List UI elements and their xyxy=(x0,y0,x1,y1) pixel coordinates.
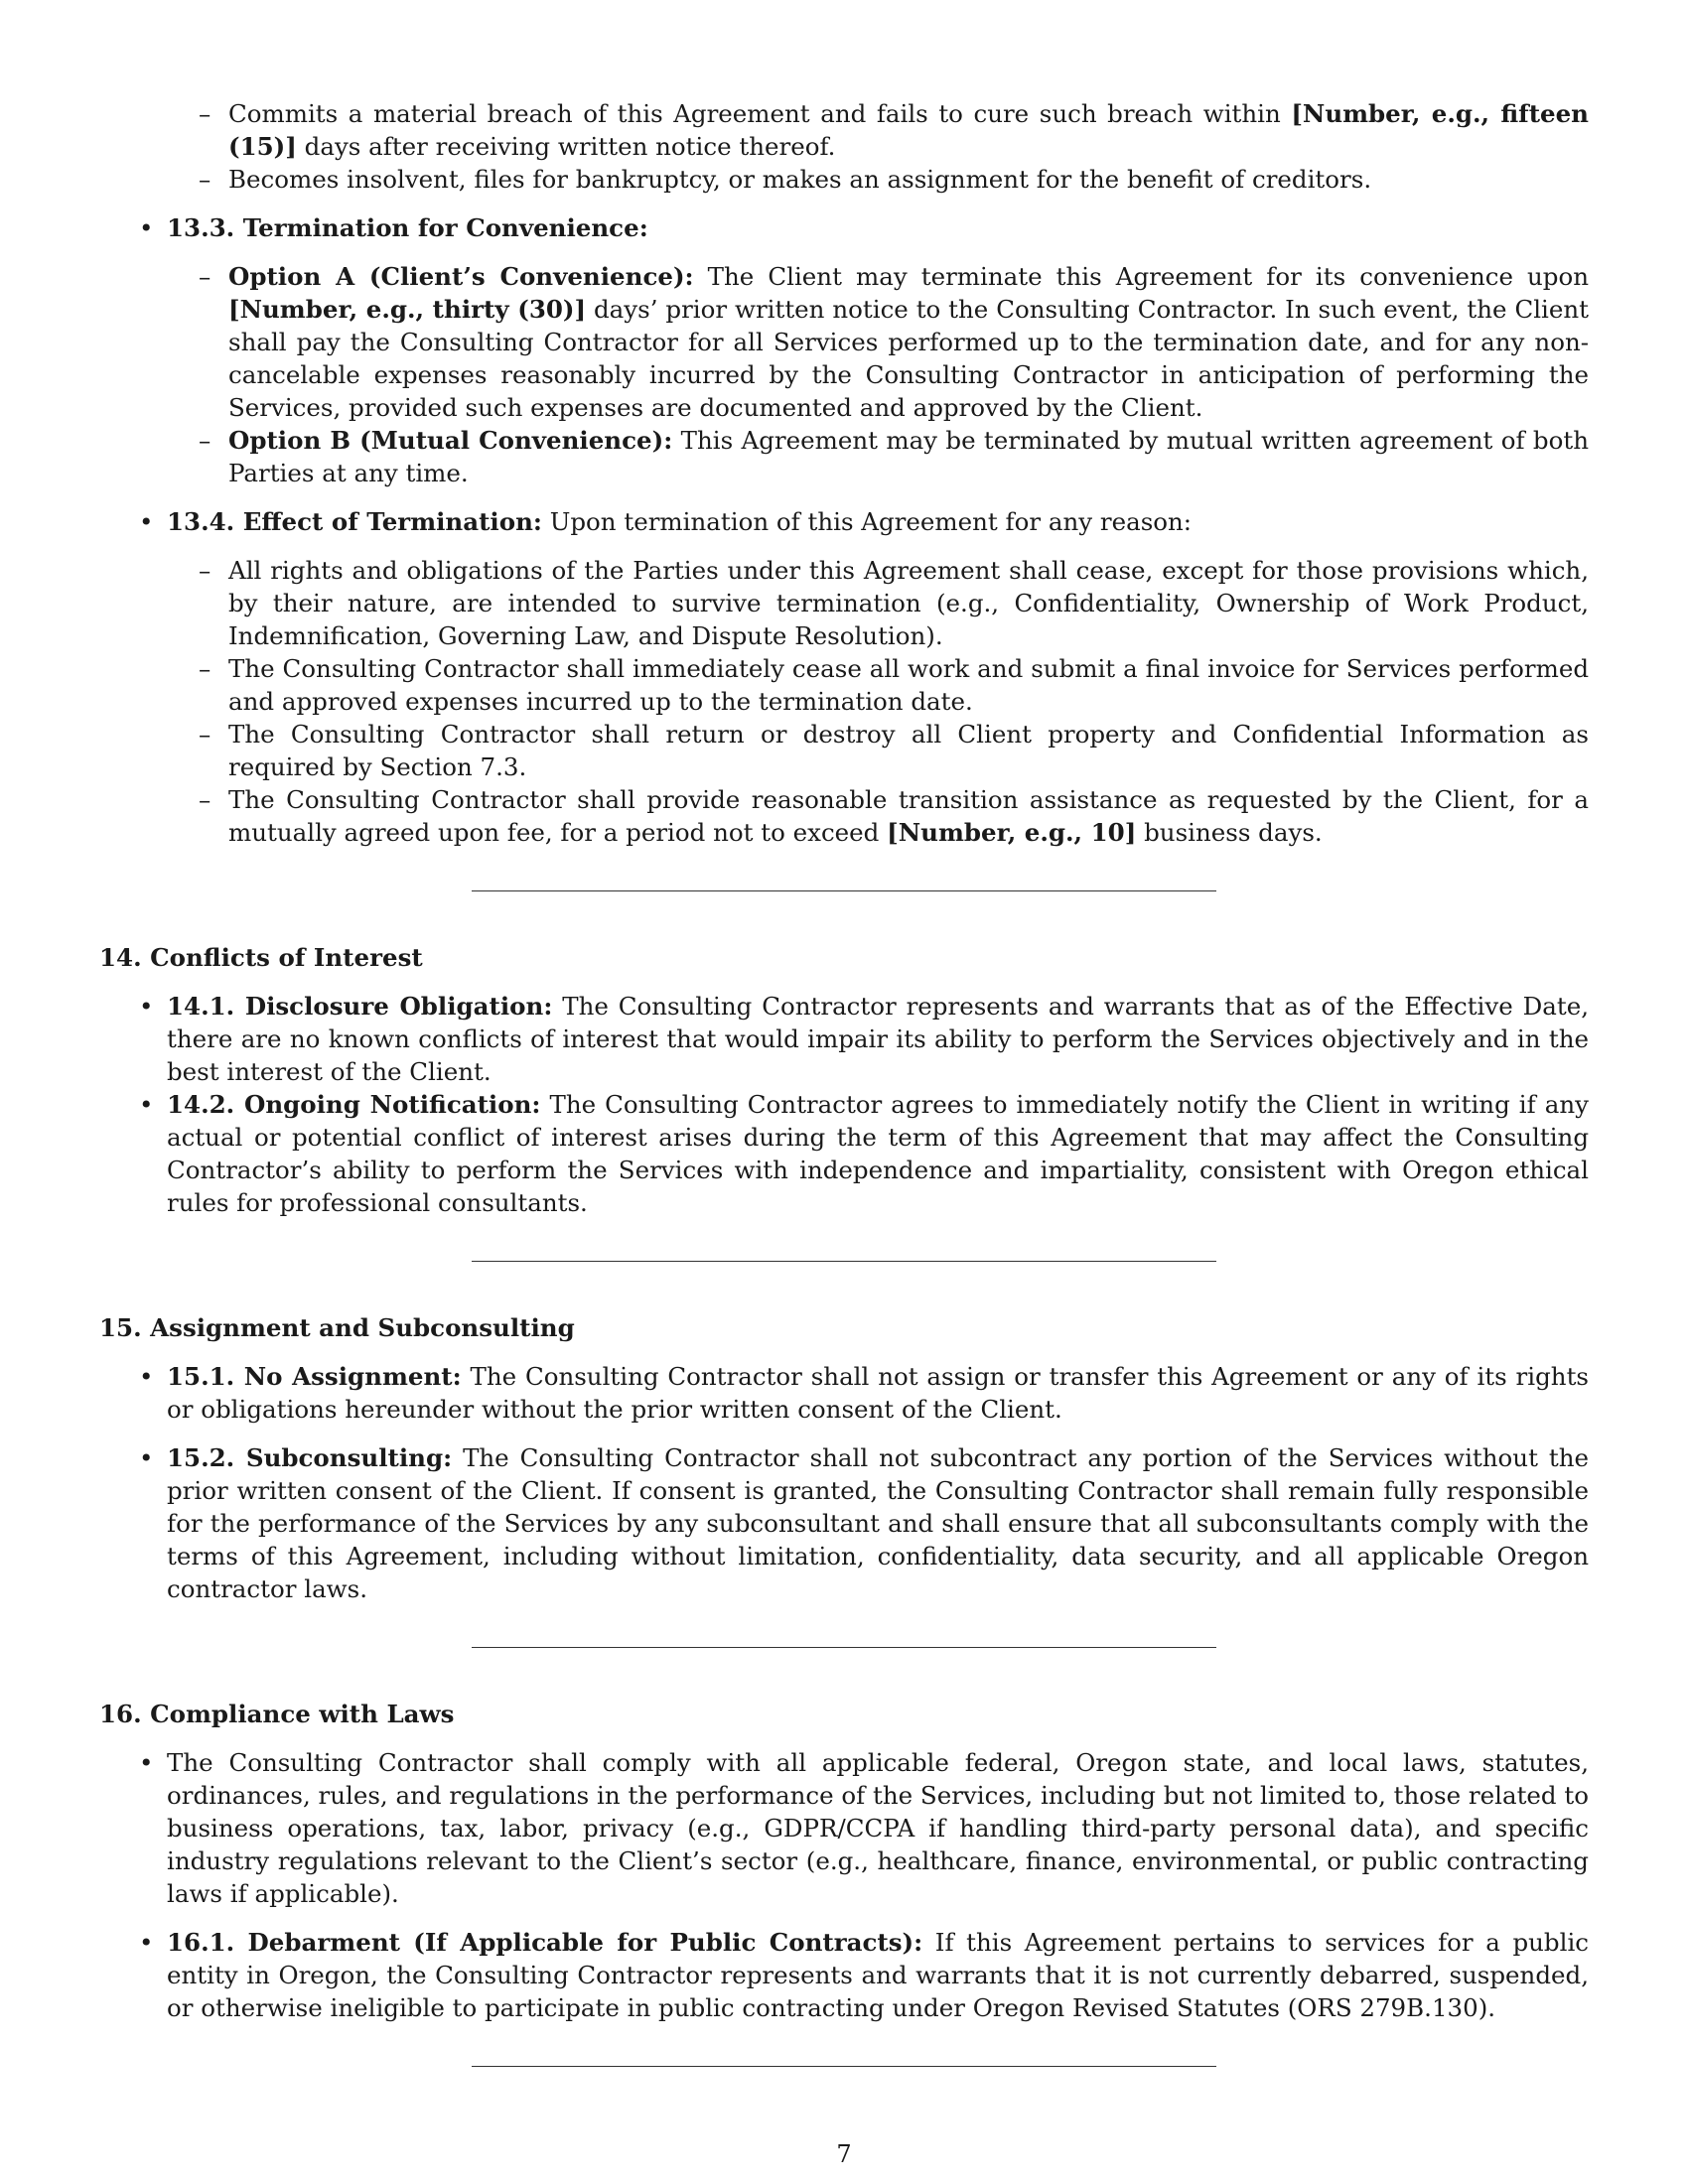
list-item: • The Consulting Contractor shall comply with all applicable federal, Oregon state, and local laws, statutes, ordinances, rules, and regulations in the performance of the Services, including but not limited to, those related to business operations, tax, labor, privacy (e.g., GDPR/CCPA if handling third-party personal data), and specific industry regulations relevant to the Client’s sector (e.g., healthcare, finance, environmental, or public contracting laws if applicable). xyxy=(99,1746,1589,1910)
section-divider xyxy=(472,890,1216,891)
sublist xyxy=(167,97,1589,196)
list-item: • 15.1. No Assignment: The Consulting Contractor shall not assign or transfer this Agreement or any of its rights or obligations hereunder without the prior written consent of the Client. xyxy=(99,1360,1589,1426)
list-item xyxy=(99,97,1589,196)
clause-13-3 xyxy=(99,211,1589,489)
section-14-list xyxy=(99,990,1589,1219)
list-item: • 14.2. Ongoing Notification: The Consulting Contractor agrees to immediately notify the Client in writing if any actual or potential conflict of interest arises during the term of this Agreement that may affect the Consulting Contractor’s ability to perform the Services with independence and impartiality, consistent with Oregon ethical rules for professional consultants. xyxy=(99,1088,1589,1219)
page-number: 7 xyxy=(836,2140,852,2168)
clause-heading: 13.3. Termination for Convenience: xyxy=(167,213,648,242)
section-13-continuation xyxy=(99,97,1589,196)
section-divider xyxy=(472,1647,1216,1648)
section-title: 16. Compliance with Laws xyxy=(99,1700,455,1728)
sublist xyxy=(167,260,1589,489)
list-item: – All rights and obligations of the Parties under this Agreement shall cease, except for those provisions which, by their nature, are intended to survive termination (e.g., Confidentiality, Ownership of Work Product, Indemnification, Governing Law, and Dispute Resolution). xyxy=(99,554,1589,652)
section-divider xyxy=(472,2066,1216,2067)
list-item: • 13.4. Effect of Termination: Upon termination of this Agreement for any reason: – All rights and obligations of the Parties under this Agreement shall cease, except for those provisions which, by their nature, are intended to survive termination (e.g., Confidentiality, Ownership of Work Product, Indemnification, Governing Law, and Dispute Resolution). – The Consulting Contractor shall immediately cease all work and submit a final invoice for Services performed and approved expenses incurred up to the termination date. – The Consulting Contractor shall return or destroy all Client property and Confidential Information as required by Section 7.3. – The Consulting Contractor shall provide reasonable transition assistance as requested by the Client, for a mutually agreed upon fee, for a period not to exceed [Number, e.g., 10] business days. xyxy=(99,505,1589,849)
clause-13-4 xyxy=(99,505,1589,849)
list-item: – The Consulting Contractor shall provide reasonable transition assistance as requested by the Client, for a mutually agreed upon fee, for a period not to exceed [Number, e.g., 10] business days. xyxy=(99,783,1589,849)
list-item: – Option B (Mutual Convenience): This Agreement may be terminated by mutual written agreement of both Parties at any time. xyxy=(99,424,1589,489)
section-divider xyxy=(472,1261,1216,1262)
clause-heading: 13.4. Effect of Termination: xyxy=(167,507,542,536)
list-item: • 16.1. Debarment (If Applicable for Public Contracts): If this Agreement pertains to services for a public entity in Oregon, the Consulting Contractor represents and warrants that it is not currently debarred, suspended, or otherwise ineligible to participate in public contracting under Oregon Revised Statutes (ORS 279B.130). xyxy=(99,1926,1589,2024)
sublist xyxy=(167,554,1589,849)
list-item: • 14.1. Disclosure Obligation: The Consulting Contractor represents and warrants that as of the Effective Date, there are no known conflicts of interest that would impair its ability to perform the Services objectively and in the best interest of the Client. xyxy=(99,990,1589,1088)
list-item: – Option A (Client’s Convenience): The Client may terminate this Agreement for its convenience upon [Number, e.g., thirty (30)] days’ prior written notice to the Consulting Contractor. In such event, the Client shall pay the Consulting Contractor for all Services performed up to the termination date, and for any non-cancelable expenses reasonably incurred by the Consulting Contractor in anticipation of performing the Services, provided such expenses are documented and approved by the Client. xyxy=(99,260,1589,424)
section-title: 14. Conflicts of Interest xyxy=(99,943,423,972)
section-title: 15. Assignment and Subconsulting xyxy=(99,1313,575,1342)
list-item: – The Consulting Contractor shall return or destroy all Client property and Confidential Information as required by Section 7.3. xyxy=(99,718,1589,783)
document-page xyxy=(99,97,1589,2067)
list-item: – Becomes insolvent, files for bankruptcy, or makes an assignment for the benefit of creditors. xyxy=(99,163,1589,196)
list-item: – Commits a material breach of this Agreement and fails to cure such breach within [Number, e.g., fifteen (15)] days after receiving written notice thereof. xyxy=(99,97,1589,163)
list-item xyxy=(99,211,1589,489)
section-16-list xyxy=(99,1746,1589,2024)
section-15-list xyxy=(99,1360,1589,1605)
list-item: – The Consulting Contractor shall immediately cease all work and submit a final invoice for Services performed and approved expenses incurred up to the termination date. xyxy=(99,652,1589,718)
list-item: • 15.2. Subconsulting: The Consulting Contractor shall not subcontract any portion of the Services without the prior written consent of the Client. If consent is granted, the Consulting Contractor shall remain fully responsible for the performance of the Services by any subconsultant and shall ensure that all subconsultants comply with the terms of this Agreement, including without limitation, confidentiality, data security, and all applicable Oregon contractor laws. xyxy=(99,1441,1589,1605)
